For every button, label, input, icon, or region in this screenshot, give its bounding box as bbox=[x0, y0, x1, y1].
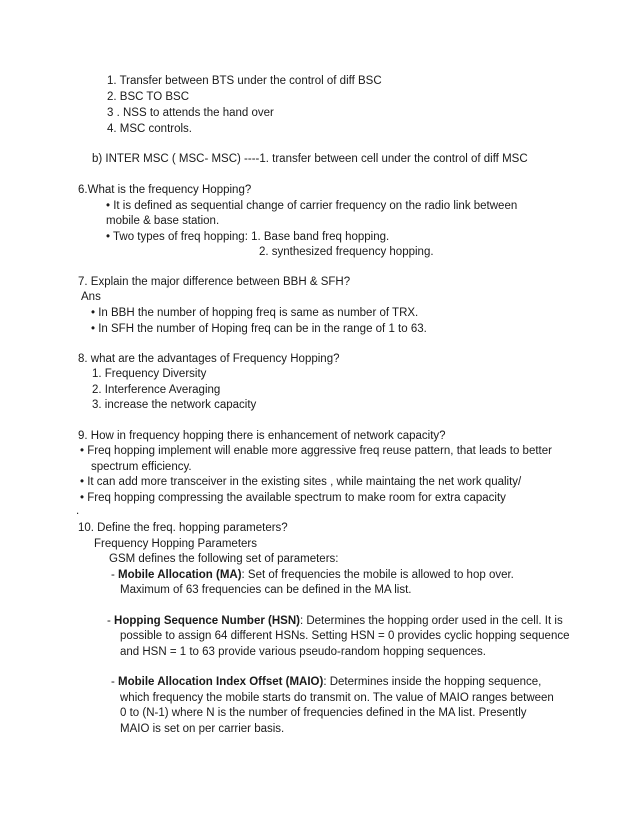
hsn-dash: - bbox=[107, 615, 115, 627]
q6-bullet-1-cont: mobile & base station. bbox=[106, 215, 220, 227]
maio-desc: : Determines inside the hopping sequence, bbox=[323, 676, 542, 688]
maio-line-2: which frequency the mobile starts do transmit on. The value of MAIO ranges between bbox=[120, 692, 554, 704]
hsn-line-3: and HSN = 1 to 63 provide various pseudo-random hopping sequences. bbox=[120, 646, 487, 658]
q6-bullet-2: • Two types of freq hopping: 1. Base band freq hopping. bbox=[106, 231, 390, 243]
stray-dot: . bbox=[76, 505, 80, 517]
hsn-desc: : Determines the hopping order used in the cell. It is bbox=[299, 615, 563, 627]
q10-subtitle: Frequency Hopping Parameters bbox=[94, 538, 257, 550]
question-7: 7. Explain the major difference between BBH & SFH? bbox=[78, 276, 351, 288]
list-item-4: 4. MSC controls. bbox=[107, 123, 192, 135]
ma-dash: - bbox=[111, 569, 119, 581]
question-10: 10. Define the freq. hopping parameters? bbox=[78, 522, 288, 534]
q10-gsm-intro: GSM defines the following set of parameters: bbox=[109, 553, 339, 565]
maio-dash: - bbox=[111, 676, 119, 688]
q9-bullet-1: • Freq hopping implement will enable more aggressive freq reuse pattern, that leads to better bbox=[80, 445, 552, 457]
q6-bullet-2-cont: 2. synthesized frequency hopping. bbox=[259, 246, 434, 258]
q8-item-2: 2. Interference Averaging bbox=[92, 384, 221, 396]
q9-bullet-2: • It can add more transceiver in the existing sites , while maintaing the net work quality/ bbox=[80, 476, 522, 488]
question-8: 8. what are the advantages of Frequency Hopping? bbox=[78, 353, 340, 365]
q6-bullet-1: • It is defined as sequential change of carrier frequency on the radio link between bbox=[106, 200, 518, 212]
list-item-1: 1. Transfer between BTS under the control of diff BSC bbox=[107, 75, 382, 87]
maio-line-4: MAIO is set on per carrier basis. bbox=[120, 723, 285, 735]
q8-item-1: 1. Frequency Diversity bbox=[92, 368, 207, 380]
list-item-2: 2. BSC TO BSC bbox=[107, 91, 190, 103]
question-9: 9. How in frequency hopping there is enhancement of network capacity? bbox=[78, 430, 446, 442]
hsn-term: Hopping Sequence Number (HSN) bbox=[114, 615, 300, 627]
q7-ans-label: Ans bbox=[81, 291, 101, 303]
hsn-line-2: possible to assign 64 different HSNs. Setting HSN = 0 provides cyclic hopping sequence bbox=[120, 630, 570, 642]
ma-term: Mobile Allocation (MA) bbox=[118, 569, 242, 581]
hsn-definition bbox=[107, 613, 563, 629]
q9-bullet-3: • Freq hopping compressing the available spectrum to make room for extra capacity bbox=[80, 492, 506, 504]
question-6: 6.What is the frequency Hopping? bbox=[78, 184, 252, 196]
ma-definition bbox=[111, 567, 514, 583]
q9-bullet-1-cont: spectrum efficiency. bbox=[91, 461, 192, 473]
ma-line-2: Maximum of 63 frequencies can be defined in the MA list. bbox=[120, 584, 412, 596]
maio-definition bbox=[111, 674, 541, 690]
q7-bullet-1: • In BBH the number of hopping freq is same as number of TRX. bbox=[91, 307, 419, 319]
ma-desc: : Set of frequencies the mobile is allowed to hop over. bbox=[241, 569, 514, 581]
q7-bullet-2: • In SFH the number of Hoping freq can be in the range of 1 to 63. bbox=[91, 323, 427, 335]
maio-line-3: 0 to (N-1) where N is the number of frequencies defined in the MA list. Presently bbox=[120, 707, 527, 719]
maio-term: Mobile Allocation Index Offset (MAIO) bbox=[118, 676, 324, 688]
inter-msc-line: b) INTER MSC ( MSC- MSC) ----1. transfer between cell under the control of diff MSC bbox=[92, 153, 528, 165]
list-item-3: 3 . NSS to attends the hand over bbox=[107, 107, 274, 119]
q8-item-3: 3. increase the network capacity bbox=[92, 399, 257, 411]
